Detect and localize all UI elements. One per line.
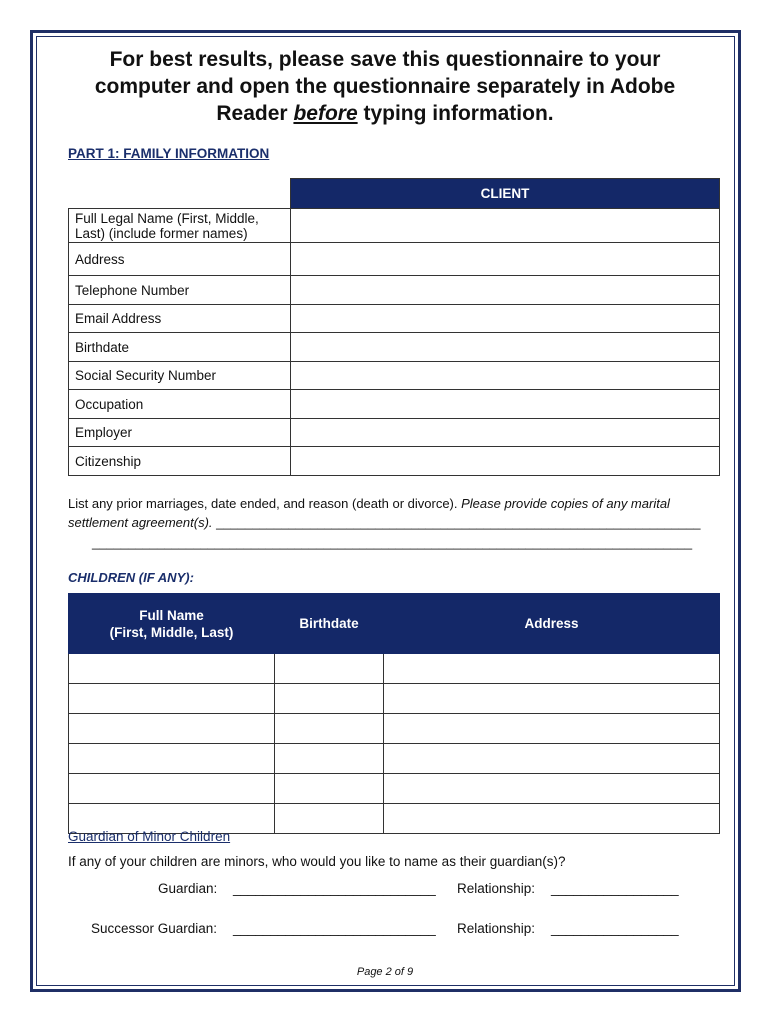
table-corner xyxy=(69,179,291,209)
child-birthdate-cell[interactable] xyxy=(275,654,384,684)
field-address[interactable] xyxy=(291,243,720,276)
successor-guardian-blank[interactable]: ___________________________ xyxy=(233,921,436,936)
field-full-legal-name[interactable] xyxy=(291,209,720,243)
row-label-occupation: Occupation xyxy=(69,390,291,419)
marriage-italic: Please provide copies of any marital settlement agreement(s). xyxy=(68,496,670,530)
children-table xyxy=(68,593,720,834)
page-number: Page 2 of 9 xyxy=(356,966,414,978)
child-name-cell[interactable] xyxy=(69,654,275,684)
title-line-3-post: typing information. xyxy=(357,102,554,125)
part1-heading: PART 1: FAMILY INFORMATION xyxy=(68,146,270,161)
field-occupation[interactable] xyxy=(291,390,720,419)
col-header-full-name xyxy=(69,594,275,654)
successor-guardian-label: Successor Guardian: xyxy=(91,921,218,936)
child-address-cell[interactable] xyxy=(384,684,720,714)
guardian-heading: Guardian of Minor Children xyxy=(68,829,231,844)
children-heading: CHILDREN (IF ANY): xyxy=(68,570,194,585)
child-address-cell[interactable] xyxy=(384,804,720,834)
marriage-blank-1[interactable]: ___________________________________________________________________ xyxy=(212,515,701,530)
table-row xyxy=(69,654,720,684)
title-line-3-pre: Reader xyxy=(216,102,294,125)
row-label-birthdate: Birthdate xyxy=(69,333,291,362)
table-row xyxy=(69,714,720,744)
field-citizenship[interactable] xyxy=(291,447,720,476)
title-line-2: computer and open the questionnaire separately in Adobe xyxy=(94,75,676,98)
guardian-label: Guardian: xyxy=(158,881,218,896)
child-name-cell[interactable] xyxy=(69,774,275,804)
row-label-email: Email Address xyxy=(69,305,291,333)
title-line-1: For best results, please save this questionnaire to your xyxy=(109,48,661,71)
child-birthdate-cell[interactable] xyxy=(275,684,384,714)
family-info-table xyxy=(68,178,720,476)
table-row xyxy=(69,684,720,714)
row-label-telephone: Telephone Number xyxy=(69,276,291,305)
field-birthdate[interactable] xyxy=(291,333,720,362)
row-label-citizenship: Citizenship xyxy=(69,447,291,476)
marriage-blank-2[interactable]: ___________________________________________________________________________________ xyxy=(92,535,693,550)
prior-marriages-prompt xyxy=(68,494,728,532)
col-full-name-line1: Full Name xyxy=(139,607,204,623)
child-address-cell[interactable] xyxy=(384,744,720,774)
row-label-employer: Employer xyxy=(69,419,291,447)
child-name-cell[interactable] xyxy=(69,684,275,714)
row-label-full-legal-name: Full Legal Name (First, Middle, Last) (include former names) xyxy=(69,209,291,243)
guardian-blank[interactable]: ___________________________ xyxy=(233,881,436,896)
guardian-question: If any of your children are minors, who would you like to name as their guardian(s)? xyxy=(68,854,566,869)
child-address-cell[interactable] xyxy=(384,774,720,804)
marriage-text: List any prior marriages, date ended, and reason (death or divorce). xyxy=(68,496,462,511)
title-emphasis: before xyxy=(293,102,358,125)
child-address-cell[interactable] xyxy=(384,714,720,744)
col-header-birthdate: Birthdate xyxy=(275,594,384,654)
title-line-3 xyxy=(50,100,720,127)
child-birthdate-cell[interactable] xyxy=(275,804,384,834)
child-name-cell[interactable] xyxy=(69,714,275,744)
instruction-title xyxy=(50,46,720,127)
field-telephone[interactable] xyxy=(291,276,720,305)
row-label-ssn: Social Security Number xyxy=(69,362,291,390)
field-employer[interactable] xyxy=(291,419,720,447)
col-header-address: Address xyxy=(384,594,720,654)
child-birthdate-cell[interactable] xyxy=(275,774,384,804)
table-row xyxy=(69,774,720,804)
row-label-address: Address xyxy=(69,243,291,276)
child-birthdate-cell[interactable] xyxy=(275,744,384,774)
table-row xyxy=(69,744,720,774)
client-column-header: CLIENT xyxy=(291,179,720,209)
successor-relationship-blank[interactable]: _________________ xyxy=(551,921,679,936)
field-ssn[interactable] xyxy=(291,362,720,390)
child-name-cell[interactable] xyxy=(69,744,275,774)
relationship-blank[interactable]: _________________ xyxy=(551,881,679,896)
child-address-cell[interactable] xyxy=(384,654,720,684)
relationship-label: Relationship: xyxy=(457,881,536,896)
child-birthdate-cell[interactable] xyxy=(275,714,384,744)
col-full-name-line2: (First, Middle, Last) xyxy=(109,624,234,640)
field-email[interactable] xyxy=(291,305,720,333)
successor-relationship-label: Relationship: xyxy=(457,921,536,936)
